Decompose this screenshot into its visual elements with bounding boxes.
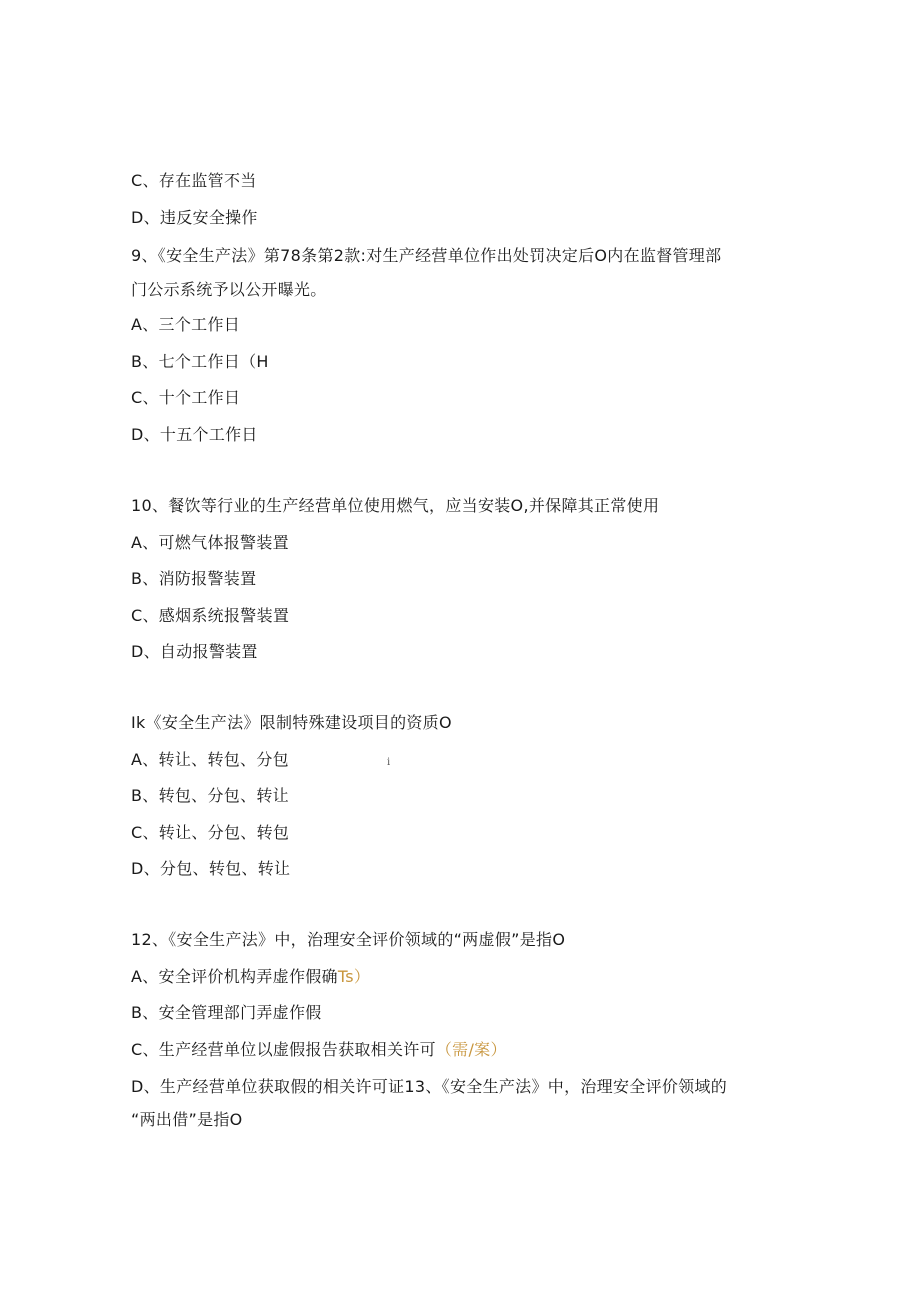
option-b-q10: B、消防报警装置 [131,569,257,588]
option-b-q11: B、转包、分包、转让 [131,786,289,805]
option-c-q9: C、十个工作日 [131,388,241,407]
option-d-q11: D、分包、转包、转让 [131,859,291,878]
question-11: Ik《安全生产法》限制特殊建设项目的资质O [131,713,452,732]
question-9-line-1: 9、《安全生产法》第78条第2款:对生产经营单位作出处罚决定后O内在监督管理部 [131,246,722,265]
option-c-q12-text: C、生产经营单位以虚假报告获取相关许可 [131,1040,436,1059]
option-d-q8: D、违反安全操作 [131,208,258,227]
option-a-q11: A、转让、转包、分包 [131,750,289,769]
option-a-q12 [131,967,370,987]
option-d-q9: D、十五个工作日 [131,425,258,444]
option-b-q12: B、安全管理部门弄虚作假 [131,1003,322,1022]
option-a-q12-text: A、安全评价机构弄虚作假确 [131,967,338,986]
option-c-q10: C、感烟系统报警装置 [131,606,290,625]
option-c-q8: C、存在监管不当 [131,171,257,190]
option-a-q9: A、三个工作日 [131,315,241,334]
option-d-q12-and-question-13: D、生产经营单位获取假的相关许可证13、《安全生产法》中，治理安全评价领域的 [131,1077,728,1096]
stray-mark: i [387,757,391,768]
question-13-line-2: “两出借”是指O [131,1110,243,1129]
option-c-q12-annotation: （需/案） [435,1040,507,1059]
option-a-q10: A、可燃气体报警装置 [131,533,289,552]
question-10: 10、餐饮等行业的生产经营单位使用燃气，应当安装O,并保障其正常使用 [131,496,660,515]
question-12: 12、《安全生产法》中，治理安全评价领域的“两虚假”是指O [131,930,566,949]
option-b-q9: B、七个工作日（H [131,352,269,371]
question-9-line-2: 门公示系统予以公开曝光。 [131,280,327,299]
option-c-q11: C、转让、分包、转包 [131,823,290,842]
option-a-q12-annotation: Ts） [337,967,371,986]
option-d-q10: D、自动报警装置 [131,642,258,661]
option-c-q12 [131,1040,507,1060]
